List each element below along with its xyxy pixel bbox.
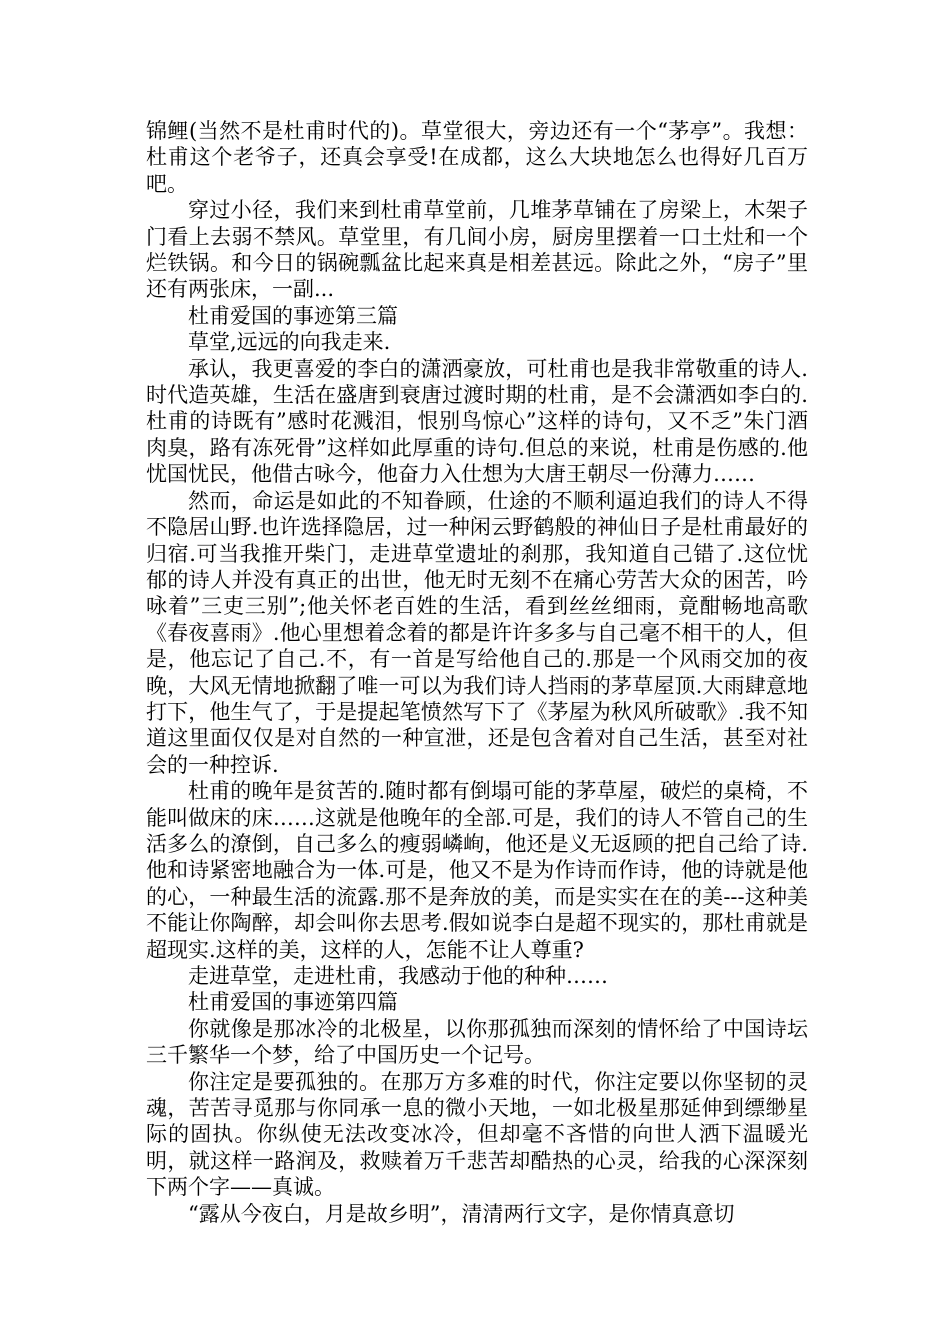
paragraph: “露从今夜白，月是故乡明”，清清两行文字，是你情真意切 — [188, 1201, 735, 1226]
paragraph: 你注定是要孤独的。在那万方多难的时代，你注定要以你坚韧的灵魂，苦苦寻觅那与你同承一息的微小天地，一如北极星那延伸到缥缈星际的固执。你纵使无法改变冰冷，但却毫不吝惜的向世人洒下温暖光明，就这样一路润及，救赎着万千悲苦却酷热的心灵，给我的心深深刻下两个字——真诚。 — [146, 1069, 808, 1200]
paragraph: 走进草堂，走进杜甫，我感动于他的种种…… — [188, 964, 608, 988]
document-body — [146, 118, 808, 1227]
paragraph: 承认，我更喜爱的李白的潇洒豪放，可杜甫也是我非常敬重的诗人.时代造英雄，生活在盛唐到衰唐过渡时期的杜甫，是不会潇洒如李白的.杜甫的诗既有”感时花溅泪，恨别鸟惊心”这样的诗句，又不乏”朱门酒肉臭，路有冻死骨”这样如此厚重的诗句.但总的来说，杜甫是伤感的.他忧国忧民，他借古咏今，他奋力入仕想为大唐王朝尽一份薄力…… — [146, 356, 808, 487]
paragraph: 穿过小径，我们来到杜甫草堂前，几堆茅草铺在了房梁上，木架子门看上去弱不禁风。草堂里，有几间小房，厨房里摆着一口土灶和一个烂铁锅。和今日的锅碗瓢盆比起来真是相差甚远。除此之外，“房子”里还有两张床，一副... — [146, 198, 808, 302]
section-heading: 杜甫爱国的事迹第四篇 — [188, 990, 398, 1015]
paragraph: 然而，命运是如此的不知眷顾，仕途的不顺利逼迫我们的诗人不得不隐居山野.也许选择隐居，过一种闲云野鹤般的神仙日子是杜甫最好的归宿.可当我推开柴门，走进草堂遗址的刹那，我知道自己错了.这位忧郁的诗人并没有真正的出世，他无时无刻不在痛心劳苦大众的困苦，吟咏着”三吏三别”;他关怀老百姓的生活，看到丝丝细雨，竟酣畅地高歌《春夜喜雨》.他心里想着念着的都是许许多多与自己毫不相干的人，但是，他忘记了自己.不，有一首是写给他自己的.那是一个风雨交加的夜晚，大风无情地掀翻了唯一可以为我们诗人挡雨的茅草屋顶.大雨肆意地打下，他生气了，于是提起笔愤然写下了《茅屋为秋风所破歌》.我不知道这里面仅仅是对自然的一种宣泄，还是包含着对自己生活，甚至对社会的一种控诉. — [146, 488, 808, 777]
paragraph: 你就像是那冰冷的北极星，以你那孤独而深刻的情怀给了中国诗坛三千繁华一个梦，给了中国历史一个记号。 — [146, 1016, 808, 1068]
paragraph: 草堂,远远的向我走来. — [188, 330, 391, 355]
section-heading: 杜甫爱国的事迹第三篇 — [188, 303, 398, 328]
paragraph: 杜甫的晚年是贫苦的.随时都有倒塌可能的茅草屋，破烂的桌椅，不能叫做床的床……这就是他晚年的全部.可是，我们的诗人不管自己的生活多么的潦倒，自己多么的瘦弱嶙峋，他还是义无返顾的把自己给了诗.他和诗紧密地融合为一体.可是，他又不是为作诗而作诗，他的诗就是他的心，一种最生活的流露.那不是奔放的美，而是实实在在的美---这种美不能让你陶醉，却会叫你去思考.假如说李白是超不现实的，那杜甫就是超现实.这样的美，这样的人，怎能不让人尊重? — [146, 779, 808, 962]
paragraph: 锦鲤(当然不是杜甫时代的)。草堂很大，旁边还有一个“茅亭”。我想：杜甫这个老爷子，还真会享受!在成都，这么大块地怎么也得好几百万吧。 — [146, 119, 808, 196]
